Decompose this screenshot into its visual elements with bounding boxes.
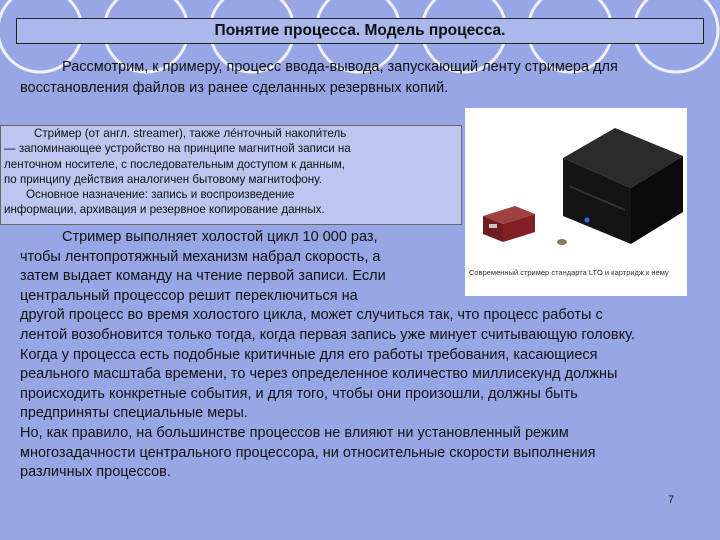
body-line-7: Когда у процесса есть подобные критичные для его работы требования, касающиеся — [20, 346, 598, 363]
body-line-8: реального масштаба времени, то через определенное количество миллисекунд должны — [20, 366, 618, 383]
photo-caption: Современный стример стандарта LTO и картридж к нему — [469, 268, 669, 277]
definition-line-3: ленточном носителе, с последовательным доступом к данным, — [4, 157, 346, 171]
drive-led — [585, 218, 590, 223]
body-line-6: лентой возобновится только тогда, когда первая запись уже минует считывающую головку. — [20, 326, 635, 343]
definition-line-5: Основное назначение: запись и воспроизведение — [26, 188, 295, 202]
main-body-text — [20, 228, 710, 483]
definition-line-2: — запоминающее устройство на принципе магнитной записи на — [4, 142, 351, 156]
definition-line-6: информации, архивация и резервное копирование данных. — [4, 203, 325, 217]
intro-paragraph — [20, 57, 710, 99]
page-number: 7 — [668, 494, 675, 506]
body-line-1: Стример выполняет холостой цикл 10 000 раз, — [62, 229, 378, 245]
body-line-5: другой процесс во время холостого цикла, может случиться так, что процесс работы с — [20, 307, 603, 324]
definition-line-1: Стри́мер (от англ. streamer), также ле́нточный накопи́тель — [34, 127, 347, 140]
body-line-3: затем выдает команду на чтение первой записи. Если — [20, 268, 386, 285]
body-line-4: центральный процессор решит переключиться на — [20, 287, 358, 304]
body-line-13: различных процессов. — [20, 464, 171, 481]
body-line-9: происходить конкретные события, и для того, чтобы они произошли, должны быть — [20, 385, 578, 402]
slide-title-box — [16, 18, 704, 44]
body-line-2: чтобы лентопротяжный механизм набрал скорость, а — [20, 248, 381, 265]
body-line-11: Но, как правило, на большинстве процессов не влияют ни установленный режим — [20, 424, 569, 441]
body-line-12: многозадачности центрального процессора, ни относительные скорости выполнения — [20, 444, 596, 461]
slide-title: Понятие процесса. Модель процесса. — [214, 22, 506, 39]
intro-text: Рассмотрим, к примеру, процесс ввода-вывода, запускающий ленту стримера для восстановления файлов из ранее сделанных резервных копий. — [20, 59, 618, 96]
definition-line-4: по принципу действия аналогичен бытовому магнитофону. — [4, 172, 322, 186]
streamer-definition-box — [0, 125, 462, 225]
body-line-10: предприняты специальные меры. — [20, 405, 248, 422]
